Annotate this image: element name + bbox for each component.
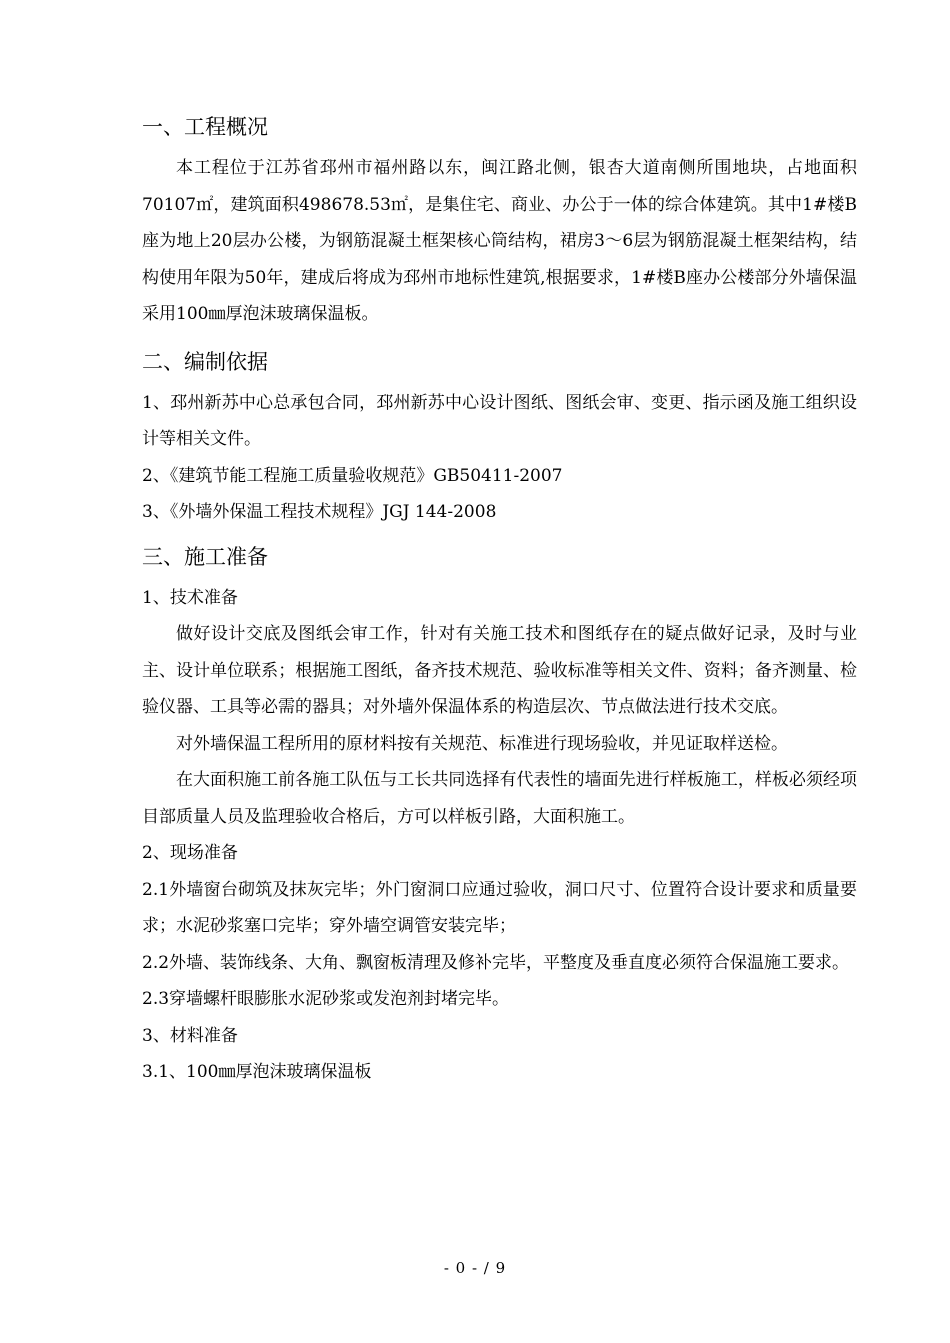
paragraph-tech-2: 对外墙保温工程所用的原材料按有关规范、标准进行现场验收，并见证取样送检。 xyxy=(176,733,788,754)
subheading-material-prep: 3、材料准备 xyxy=(142,1025,238,1046)
subheading-site-prep: 2、现场准备 xyxy=(142,843,238,863)
site-item-2-2: 2.2外墙、装饰线条、大角、飘窗板清理及修补完毕，平整度及垂直度必须符合保温施工要求。 xyxy=(142,952,850,973)
basis-item-1: 1、邳州新苏中心总承包合同，邳州新苏中心设计图纸、图纸会审、变更、指示函及施工组织设计等相关文件。 xyxy=(142,392,857,449)
basis-item-3: 3、《外墙外保温工程技术规程》JGJ 144-2008 xyxy=(142,502,497,522)
heading-construction-prep: 三、施工准备 xyxy=(142,544,268,569)
subheading-tech-prep: 1、技术准备 xyxy=(142,587,238,608)
site-item-2-1: 2.1外墙窗台砌筑及抹灰完毕；外门窗洞口应通过验收，洞口尺寸、位置符合设计要求和质量要求；水泥砂浆塞口完毕；穿外墙空调管安装完毕； xyxy=(142,879,857,936)
heading-basis: 二、编制依据 xyxy=(142,349,268,374)
document-body xyxy=(142,112,857,1091)
heading-project-overview: 一、工程概况 xyxy=(142,115,268,139)
site-item-2-3: 2.3穿墙螺杆眼膨胀水泥砂浆或发泡剂封堵完毕。 xyxy=(142,989,510,1009)
paragraph-overview: 本工程位于江苏省邳州市福州路以东，闽江路北侧，银杏大道南侧所围地块，占地面积70107㎡，建筑面积498678.53㎡，是集住宅、商业、办公于一体的综合体建筑。其中1#楼B座为地上20层办公楼，为钢筋混凝土框架核心筒结构，裙房3～6层为钢筋混凝土框架结构，结构使用年限为50年，建成后将成为邳州市地标性建筑,根据要求，1#楼B座办公楼部分外墙保温采用100㎜厚泡沫玻璃保温板。 xyxy=(142,158,857,324)
material-item-3-1: 3.1、100㎜厚泡沫玻璃保温板 xyxy=(142,1062,372,1082)
page-number: - 0 - / 9 xyxy=(443,1259,507,1277)
paragraph-tech-1: 做好设计交底及图纸会审工作，针对有关施工技术和图纸存在的疑点做好记录，及时与业主、设计单位联系；根据施工图纸，备齐技术规范、验收标准等相关文件、资料；备齐测量、检验仪器、工具等必需的器具；对外墙外保温体系的构造层次、节点做法进行技术交底。 xyxy=(142,624,857,717)
paragraph-tech-3: 在大面积施工前各施工队伍与工长共同选择有代表性的墙面先进行样板施工，样板必须经项目部质量人员及监理验收合格后，方可以样板引路，大面积施工。 xyxy=(142,770,857,827)
basis-item-2: 2、《建筑节能工程施工质量验收规范》GB50411-2007 xyxy=(142,465,563,486)
